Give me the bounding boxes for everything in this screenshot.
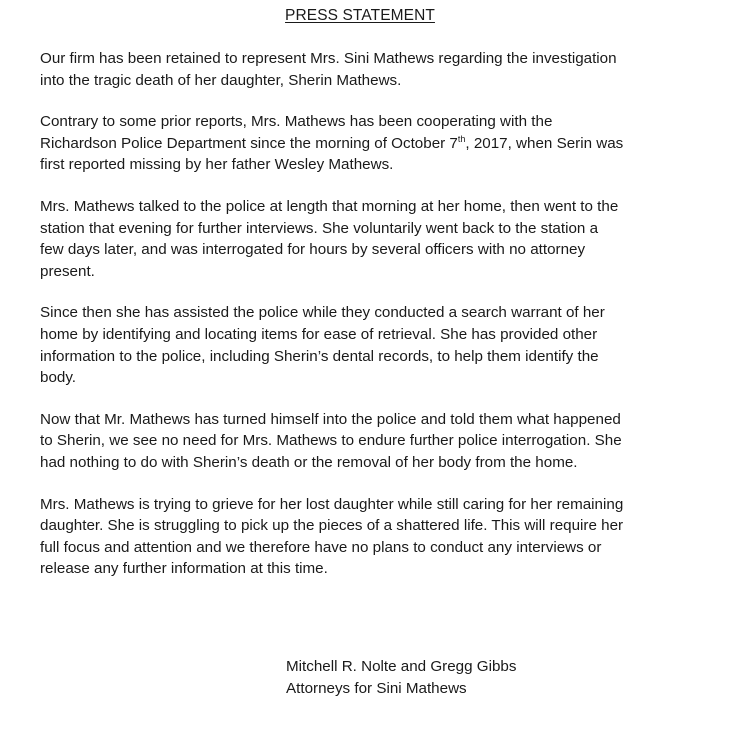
ordinal-superscript: th [457,133,466,144]
paragraph-line: Contrary to some prior reports, Mrs. Mathews has been cooperating with the [40,113,553,131]
paragraph-line: release any further information at this time. [40,560,328,578]
paragraph-line: Our firm has been retained to represent Mrs. Sini Mathews regarding the investigation [40,50,617,67]
paragraph-line: information to the police, including Sherin’s dental records, to help them identify the [40,347,599,365]
paragraph-line: into the tragic death of her daughter, Sherin Mathews. [40,71,402,89]
paragraph-line: had nothing to do with Sherin’s death or the removal of her body from the home. [40,453,578,471]
paragraph-line: station that evening for further interviews. She voluntarily went back to the station a [40,219,599,237]
date-text-after: , 2017, when Serin was [465,134,624,152]
statement-body [40,48,720,600]
paragraph-line: home by identifying and locating items for ease of retrieval. She has provided other [40,325,598,343]
paragraph-interviews [40,196,720,282]
attorney-names: Mitchell R. Nolte and Gregg Gibbs [286,658,517,675]
paragraph-line: body. [40,369,77,387]
attorney-role: Attorneys for Sini Mathews [286,680,467,697]
document-title: PRESS STATEMENT [285,7,435,24]
paragraph-line: Mrs. Mathews is trying to grieve for her lost daughter while still caring for her remaining [40,495,624,513]
paragraph-assisted [40,302,720,388]
paragraph-no-further-interrogation [40,409,720,474]
date-text-before: Richardson Police Department since the morning of October 7 [40,134,458,152]
paragraph-line: to Sherin, we see no need for Mrs. Mathews to endure further police interrogation. She [40,432,622,450]
paragraph-line: Mrs. Mathews talked to the police at length that morning at her home, then went to the [40,197,619,215]
paragraph-line-with-date [40,133,720,155]
paragraph-line: Now that Mr. Mathews has turned himself into the police and told them what happened [40,410,621,428]
paragraph-cooperating [40,111,720,176]
paragraph-line: Since then she has assisted the police while they conducted a search warrant of her [40,304,605,322]
paragraph-line: present. [40,262,95,280]
paragraph-line: few days later, and was interrogated for hours by several officers with no attorney [40,241,586,259]
paragraph-line: daughter. She is struggling to pick up the pieces of a shattered life. This will require her [40,517,624,535]
paragraph-line: full focus and attention and we therefore have no plans to conduct any interviews or [40,538,602,556]
paragraph-retained [40,48,720,91]
signature-block [286,656,516,700]
paragraph-line: first reported missing by her father Wesley Mathews. [40,156,394,174]
paragraph-grieving [40,494,720,580]
